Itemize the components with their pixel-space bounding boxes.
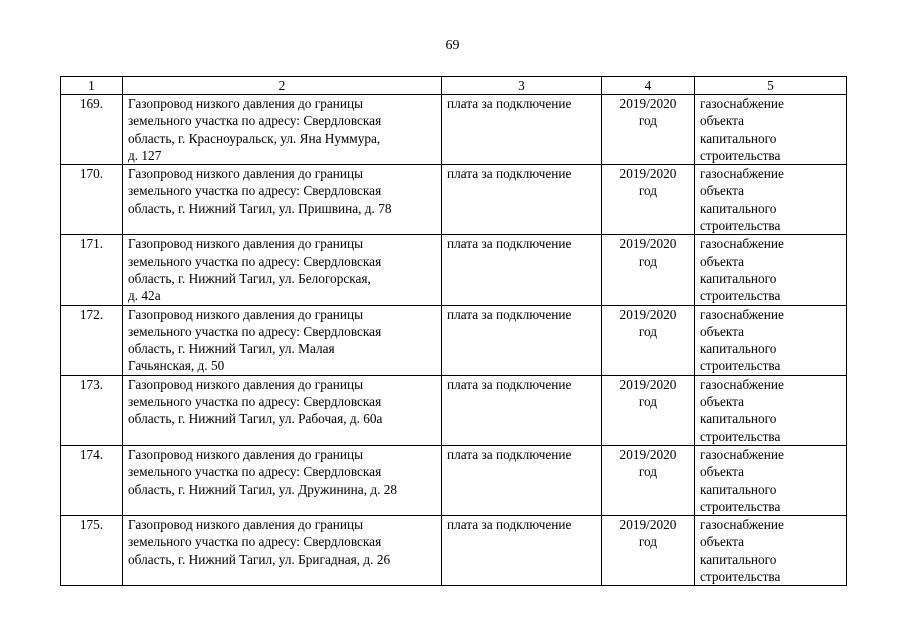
purpose-cell-line: капитального bbox=[700, 411, 777, 427]
purpose-cell-line: объекта bbox=[700, 534, 745, 550]
payment-type-cell: плата за подключение bbox=[442, 305, 602, 375]
object-description-cell-line: земельного участка по адресу: Свердловская bbox=[128, 534, 382, 550]
object-description-cell-line: область, г. Нижний Тагил, ул. Пришвина, д. 78 bbox=[128, 200, 392, 216]
period-cell-line: год bbox=[638, 464, 658, 480]
purpose-cell bbox=[695, 95, 847, 165]
purpose-cell-line: объекта bbox=[700, 183, 745, 199]
period-cell-line: 2019/2020 bbox=[619, 446, 677, 462]
period-cell-line: 2019/2020 bbox=[619, 236, 677, 252]
object-description-cell bbox=[123, 235, 442, 305]
table-row bbox=[61, 445, 847, 515]
object-description-cell-line: земельного участка по адресу: Свердловская bbox=[128, 253, 382, 269]
object-description-cell bbox=[123, 516, 442, 586]
row-number-cell: 169. bbox=[61, 95, 123, 165]
period-cell-line: год bbox=[638, 113, 658, 129]
period-cell-line: 2019/2020 bbox=[619, 166, 677, 182]
object-description-cell-line: д. 42а bbox=[128, 288, 161, 304]
period-cell bbox=[602, 516, 695, 586]
purpose-cell-line: капитального bbox=[700, 481, 777, 497]
row-number-cell: 173. bbox=[61, 375, 123, 445]
table-row bbox=[61, 235, 847, 305]
object-description-cell-line: область, г. Нижний Тагил, ул. Бригадная, д. 26 bbox=[128, 551, 391, 567]
column-header: 5 bbox=[695, 77, 847, 95]
period-cell-line: год bbox=[638, 534, 658, 550]
period-cell-line: год bbox=[638, 253, 658, 269]
period-cell bbox=[602, 305, 695, 375]
purpose-cell-line: строительства bbox=[700, 218, 781, 234]
purpose-cell-line: капитального bbox=[700, 130, 777, 146]
object-description-cell-line: область, г. Нижний Тагил, ул. Белогорская, bbox=[128, 270, 371, 286]
period-cell-line: год bbox=[638, 183, 658, 199]
object-description-cell-line: область, г. Нижний Тагил, ул. Малая bbox=[128, 341, 335, 357]
object-description-cell-line: Газопровод низкого давления до границы bbox=[128, 376, 364, 392]
payment-type-cell: плата за подключение bbox=[442, 95, 602, 165]
purpose-cell bbox=[695, 165, 847, 235]
period-cell bbox=[602, 235, 695, 305]
payment-type-cell: плата за подключение bbox=[442, 445, 602, 515]
payment-type-cell: плата за подключение bbox=[442, 516, 602, 586]
purpose-cell-line: строительства bbox=[700, 358, 781, 374]
object-description-cell bbox=[123, 445, 442, 515]
purpose-cell bbox=[695, 375, 847, 445]
data-table bbox=[60, 76, 847, 586]
purpose-cell bbox=[695, 305, 847, 375]
period-cell bbox=[602, 165, 695, 235]
object-description-cell-line: земельного участка по адресу: Свердловская bbox=[128, 323, 382, 339]
object-description-cell bbox=[123, 165, 442, 235]
object-description-cell-line: Газопровод низкого давления до границы bbox=[128, 236, 364, 252]
object-description-cell-line: земельного участка по адресу: Свердловская bbox=[128, 113, 382, 129]
period-cell-line: год bbox=[638, 394, 658, 410]
row-number-cell: 174. bbox=[61, 445, 123, 515]
row-number-cell: 172. bbox=[61, 305, 123, 375]
object-description-cell-line: область, г. Красноуральск, ул. Яна Нуммура, bbox=[128, 130, 381, 146]
purpose-cell bbox=[695, 516, 847, 586]
column-header: 4 bbox=[602, 77, 695, 95]
object-description-cell-line: земельного участка по адресу: Свердловская bbox=[128, 394, 382, 410]
purpose-cell-line: газоснабжение bbox=[700, 376, 784, 392]
period-cell-line: 2019/2020 bbox=[619, 376, 677, 392]
table-row bbox=[61, 165, 847, 235]
period-cell bbox=[602, 375, 695, 445]
purpose-cell-line: капитального bbox=[700, 341, 777, 357]
payment-type-cell: плата за подключение bbox=[442, 375, 602, 445]
table-header-row bbox=[61, 77, 847, 95]
period-cell bbox=[602, 95, 695, 165]
row-number-cell: 171. bbox=[61, 235, 123, 305]
row-number-cell: 175. bbox=[61, 516, 123, 586]
object-description-cell-line: земельного участка по адресу: Свердловская bbox=[128, 183, 382, 199]
purpose-cell-line: строительства bbox=[700, 498, 781, 514]
period-cell bbox=[602, 445, 695, 515]
object-description-cell-line: Газопровод низкого давления до границы bbox=[128, 517, 364, 533]
object-description-cell-line: Гачьянская, д. 50 bbox=[128, 358, 225, 374]
period-cell-line: год bbox=[638, 323, 658, 339]
table-row bbox=[61, 516, 847, 586]
row-number-cell: 170. bbox=[61, 165, 123, 235]
purpose-cell-line: газоснабжение bbox=[700, 236, 784, 252]
object-description-cell-line: д. 127 bbox=[128, 147, 162, 163]
purpose-cell-line: капитального bbox=[700, 200, 777, 216]
purpose-cell-line: газоснабжение bbox=[700, 517, 784, 533]
object-description-cell-line: Газопровод низкого давления до границы bbox=[128, 446, 364, 462]
purpose-cell-line: строительства bbox=[700, 288, 781, 304]
period-cell-line: 2019/2020 bbox=[619, 96, 677, 111]
object-description-cell-line: земельного участка по адресу: Свердловская bbox=[128, 464, 382, 480]
purpose-cell-line: объекта bbox=[700, 323, 745, 339]
purpose-cell-line: объекта bbox=[700, 253, 745, 269]
purpose-cell-line: строительства bbox=[700, 147, 781, 163]
page-number: 69 bbox=[445, 38, 460, 53]
purpose-cell-line: газоснабжение bbox=[700, 446, 784, 462]
object-description-cell bbox=[123, 375, 442, 445]
object-description-cell-line: область, г. Нижний Тагил, ул. Дружинина, д. 28 bbox=[128, 481, 398, 497]
object-description-cell bbox=[123, 95, 442, 165]
purpose-cell bbox=[695, 445, 847, 515]
period-cell-line: 2019/2020 bbox=[619, 517, 677, 533]
purpose-cell-line: газоснабжение bbox=[700, 96, 784, 111]
object-description-cell bbox=[123, 305, 442, 375]
purpose-cell-line: капитального bbox=[700, 551, 777, 567]
purpose-cell-line: газоснабжение bbox=[700, 166, 784, 182]
object-description-cell-line: Газопровод низкого давления до границы bbox=[128, 166, 364, 182]
payment-type-cell: плата за подключение bbox=[442, 235, 602, 305]
payment-type-cell: плата за подключение bbox=[442, 165, 602, 235]
purpose-cell-line: капитального bbox=[700, 270, 777, 286]
purpose-cell-line: объекта bbox=[700, 464, 745, 480]
object-description-cell-line: Газопровод низкого давления до границы bbox=[128, 306, 364, 322]
column-header: 3 bbox=[442, 77, 602, 95]
object-description-cell-line: Газопровод низкого давления до границы bbox=[128, 96, 364, 111]
column-header: 1 bbox=[61, 77, 123, 95]
purpose-cell bbox=[695, 235, 847, 305]
purpose-cell-line: газоснабжение bbox=[700, 306, 784, 322]
purpose-cell-line: объекта bbox=[700, 394, 745, 410]
table-row bbox=[61, 375, 847, 445]
object-description-cell-line: область, г. Нижний Тагил, ул. Рабочая, д. 60а bbox=[128, 411, 383, 427]
table-row bbox=[61, 95, 847, 165]
purpose-cell-line: объекта bbox=[700, 113, 745, 129]
purpose-cell-line: строительства bbox=[700, 428, 781, 444]
column-header: 2 bbox=[123, 77, 442, 95]
purpose-cell-line: строительства bbox=[700, 569, 781, 585]
period-cell-line: 2019/2020 bbox=[619, 306, 677, 322]
table-row bbox=[61, 305, 847, 375]
